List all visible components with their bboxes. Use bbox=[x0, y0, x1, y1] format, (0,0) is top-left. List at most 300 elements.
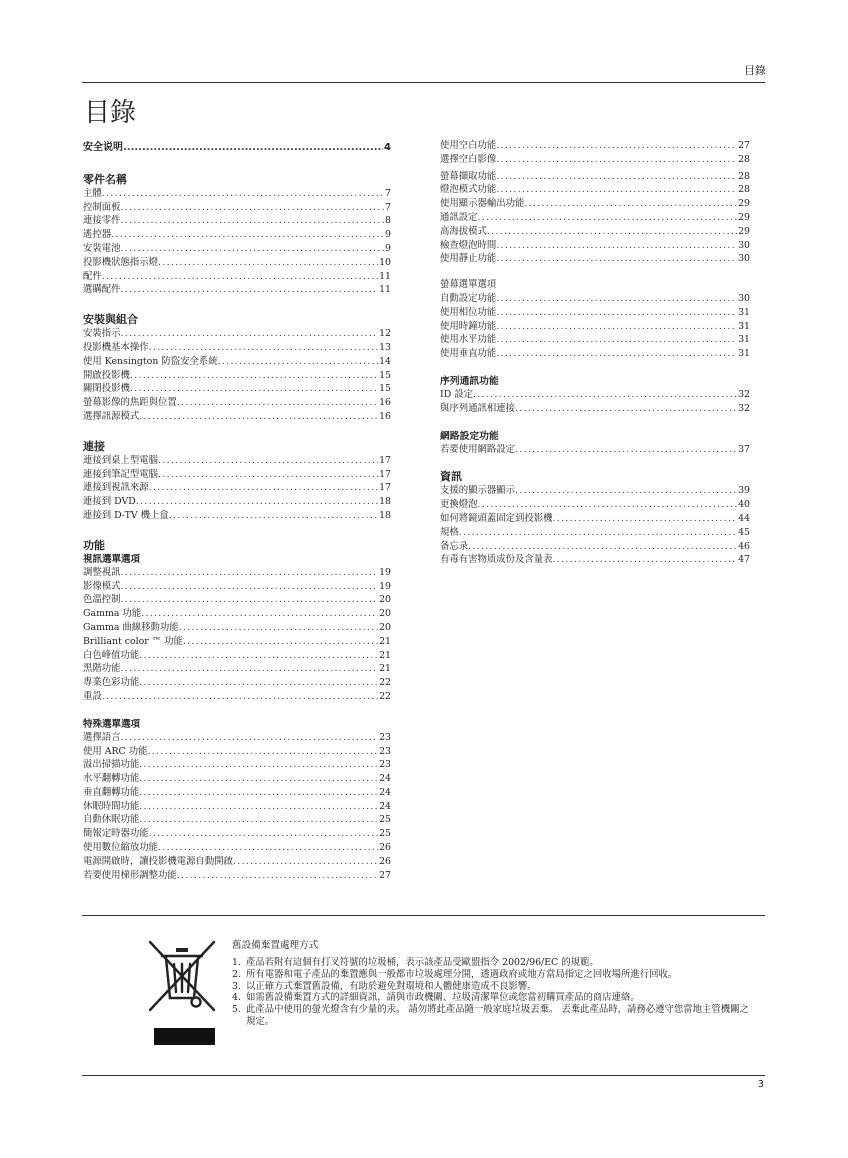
toc-entry[interactable] bbox=[83, 635, 391, 649]
section-title: 功能 bbox=[83, 538, 105, 552]
section-title: 網路設定功能 bbox=[440, 430, 499, 442]
toc-entry-label: 連接到視訊來源 bbox=[83, 482, 149, 494]
weee-item: 5. 此產品中使用的螢光燈含有少量的汞。 請勿將此產品隨一般家庭垃圾丟棄。 丟棄此產品時，請務必遵守您當地主管機關之規定。 bbox=[232, 1004, 749, 1027]
toc-entry-page: 22 bbox=[379, 690, 391, 702]
toc-entry-label: 自動設定功能 bbox=[440, 292, 497, 304]
toc-entry-page: 20 bbox=[379, 621, 391, 633]
dot-leader bbox=[136, 495, 378, 509]
toc-entry[interactable] bbox=[83, 327, 391, 341]
toc-entry-label: 檢查燈泡時間 bbox=[440, 239, 497, 251]
toc-entry-page: 20 bbox=[379, 594, 391, 606]
dot-leader bbox=[102, 690, 378, 704]
toc-entry-list bbox=[83, 454, 391, 523]
toc-entry[interactable] bbox=[440, 320, 750, 334]
dot-leader bbox=[553, 553, 738, 567]
toc-entry-page: 28 bbox=[738, 153, 750, 165]
weee-item: 4. 如需舊設備棄置方式的詳細資訊，請與市政機關、垃圾清潔單位或您當初購買產品的商店連絡。 bbox=[232, 992, 640, 1004]
toc-entry[interactable] bbox=[83, 690, 391, 704]
toc-entry[interactable] bbox=[83, 593, 391, 607]
dot-leader bbox=[130, 382, 378, 396]
weee-item: 1. 產品若附有這個有打叉符號的垃圾桶，表示該產品受歐盟指令 2002/96/EC 的規範。 bbox=[232, 957, 599, 968]
toc-entry-page: 26 bbox=[379, 842, 391, 854]
toc-entry-label: 色溫控制 bbox=[83, 594, 121, 606]
toc-entry[interactable] bbox=[440, 211, 750, 225]
toc-entry-label: 電源開啟時，讓投影機電源自動開啟 bbox=[83, 855, 234, 867]
toc-entry-page: 28 bbox=[738, 170, 750, 182]
toc-entry-label: 使用 ARC 功能 bbox=[83, 745, 148, 757]
toc-entry-label: 控制面板 bbox=[83, 201, 121, 213]
dot-leader bbox=[496, 252, 737, 266]
toc-entry-page: 21 bbox=[379, 663, 391, 675]
dot-leader bbox=[121, 201, 385, 215]
toc-entry-label: 主體 bbox=[83, 187, 102, 199]
toc-entry-page: 23 bbox=[379, 759, 391, 771]
toc-entry[interactable] bbox=[83, 187, 391, 201]
dot-leader bbox=[139, 676, 378, 690]
toc-entry[interactable] bbox=[83, 242, 391, 256]
toc-entry-page: 19 bbox=[379, 580, 391, 592]
dot-leader bbox=[121, 283, 379, 297]
dot-leader bbox=[121, 731, 379, 745]
toc-entry[interactable] bbox=[440, 239, 750, 253]
dot-leader bbox=[496, 153, 737, 167]
toc-entry-page: 28 bbox=[738, 184, 750, 196]
toc-entry[interactable] bbox=[83, 676, 391, 690]
dot-leader bbox=[121, 327, 379, 341]
toc-entry-page: 20 bbox=[379, 608, 391, 620]
toc-entry[interactable] bbox=[83, 869, 391, 883]
toc-entry-page: 17 bbox=[379, 482, 391, 494]
toc-entry[interactable] bbox=[440, 540, 750, 554]
toc-entry-label: 通訊設定 bbox=[440, 211, 478, 223]
toc-entry-label: 開啟投影機 bbox=[83, 369, 130, 381]
toc-entry-page: 46 bbox=[738, 540, 750, 552]
dot-leader bbox=[496, 183, 737, 197]
toc-entry-label: 使用 Kensington 防盜安全系統 bbox=[83, 355, 218, 367]
toc-entry-list bbox=[83, 566, 391, 704]
toc-entry[interactable] bbox=[440, 225, 750, 239]
dot-leader bbox=[139, 786, 378, 800]
toc-entry[interactable] bbox=[440, 498, 750, 512]
dot-leader bbox=[496, 170, 737, 184]
toc-entry-page: 24 bbox=[379, 773, 391, 785]
toc-entry-page: 25 bbox=[379, 814, 391, 826]
toc-entry-page: 27 bbox=[379, 869, 391, 881]
toc-entry[interactable] bbox=[440, 347, 750, 361]
toc-entry[interactable] bbox=[440, 197, 750, 211]
toc-entry[interactable] bbox=[83, 855, 391, 869]
toc-entry-label: 使用靜止功能 bbox=[440, 253, 497, 265]
toc-entry-page: 17 bbox=[379, 468, 391, 480]
toc-entry[interactable] bbox=[83, 201, 391, 215]
toc-entry-page: 30 bbox=[738, 239, 750, 251]
toc-entry[interactable] bbox=[83, 369, 391, 383]
toc-entry-page: 44 bbox=[738, 512, 750, 524]
toc-entry[interactable] bbox=[440, 526, 750, 540]
toc-entry-label: 連接到 D-TV 機上盒 bbox=[83, 509, 169, 521]
toc-entry[interactable] bbox=[83, 341, 391, 355]
subsection-title: 視訊選單選項 bbox=[83, 553, 141, 565]
toc-entry-page: 13 bbox=[379, 341, 391, 353]
toc-entry[interactable] bbox=[83, 228, 391, 242]
toc-entry-page: 12 bbox=[379, 328, 391, 340]
toc-entry-label: 使用相位功能 bbox=[440, 306, 497, 318]
dot-leader bbox=[121, 242, 385, 256]
toc-entry-page: 15 bbox=[379, 369, 391, 381]
section-title: 安裝與組合 bbox=[83, 313, 138, 327]
weee-list bbox=[232, 957, 752, 1028]
weee-item: 3. 以正確方式棄置舊設備，有助於避免對環境和人體健康造成不良影響。 bbox=[232, 980, 537, 992]
dot-leader bbox=[139, 772, 378, 786]
page-number: 3 bbox=[757, 1079, 764, 1090]
toc-entry-page: 15 bbox=[379, 383, 391, 395]
toc-entry-label: 調整視訊 bbox=[83, 566, 121, 578]
toc-entry-label: 垂直翻轉功能 bbox=[83, 786, 140, 798]
toc-entry-list bbox=[440, 443, 750, 457]
toc-entry-label: 白色峰值功能 bbox=[83, 649, 140, 661]
dot-leader bbox=[139, 758, 378, 772]
toc-entry-label: Gamma 曲線移動功能 bbox=[83, 621, 179, 633]
toc-entry-page: 16 bbox=[379, 397, 391, 409]
toc-entry-label: Brilliant color ™ 功能 bbox=[83, 635, 183, 647]
toc-left-column bbox=[83, 141, 391, 882]
toc-entry-label: 影像模式 bbox=[83, 580, 121, 592]
toc-entry-label: 選購配件 bbox=[83, 284, 121, 296]
section-title: 序列通訊功能 bbox=[440, 375, 499, 387]
toc-entry[interactable] bbox=[83, 396, 391, 410]
toc-entry-list bbox=[440, 484, 750, 567]
toc-entry-label: 遙控器 bbox=[83, 229, 112, 241]
toc-entry-list bbox=[440, 292, 750, 361]
toc-entry-page: 29 bbox=[738, 211, 750, 223]
toc-entry-label: 更換燈泡 bbox=[440, 499, 478, 511]
toc-entry-page: 7 bbox=[385, 187, 391, 199]
toc-entry-page: 24 bbox=[379, 786, 391, 798]
toc-entry[interactable] bbox=[440, 512, 750, 526]
toc-entry-label: 選擇訊源模式 bbox=[83, 410, 140, 422]
toc-entry-label: 休眠時間功能 bbox=[83, 800, 140, 812]
toc-entry-label: 若要使用網路設定 bbox=[440, 443, 516, 455]
dot-leader bbox=[177, 396, 378, 410]
toc-entry-label: 使用垂直功能 bbox=[440, 348, 497, 360]
toc-entry-label: 重設 bbox=[83, 690, 102, 702]
toc-entry-page: 11 bbox=[379, 284, 391, 296]
dot-leader bbox=[478, 498, 738, 512]
toc-entry[interactable] bbox=[83, 786, 391, 800]
toc-entry-page: 31 bbox=[738, 348, 750, 360]
toc-entry-label: 使用顯示器輸出功能 bbox=[440, 198, 525, 210]
dot-leader bbox=[496, 239, 737, 253]
dot-leader bbox=[459, 526, 737, 540]
dot-leader bbox=[123, 141, 383, 155]
section-title: 資訊 bbox=[440, 470, 462, 484]
dot-leader bbox=[139, 800, 378, 814]
dot-leader bbox=[496, 139, 737, 153]
dot-leader bbox=[177, 869, 378, 883]
toc-entry-label: 連接到桌上型電腦 bbox=[83, 454, 159, 466]
toc-entry[interactable] bbox=[83, 745, 391, 759]
dot-leader bbox=[473, 388, 737, 402]
toc-entry[interactable] bbox=[83, 841, 391, 855]
dot-leader bbox=[158, 454, 378, 468]
toc-entry-label: 連接到 DVD bbox=[83, 496, 136, 508]
toc-entry-page: 14 bbox=[379, 355, 391, 367]
toc-entry[interactable] bbox=[440, 402, 750, 416]
toc-entry-label: 黑階功能 bbox=[83, 663, 121, 675]
dot-leader bbox=[158, 841, 378, 855]
toc-entry[interactable] bbox=[440, 306, 750, 320]
section-title: 零件名稱 bbox=[83, 172, 127, 186]
toc-entry[interactable] bbox=[83, 580, 391, 594]
dot-leader bbox=[524, 197, 737, 211]
dot-leader bbox=[218, 355, 378, 369]
running-header: 目錄 bbox=[744, 64, 766, 77]
toc-entry-page: 17 bbox=[379, 454, 391, 466]
toc-entry-page: 18 bbox=[379, 509, 391, 521]
toc-entry[interactable] bbox=[83, 731, 391, 745]
subsection-title: 螢幕選單選項 bbox=[440, 279, 497, 291]
toc-entry-label: 專業色彩功能 bbox=[83, 677, 140, 689]
toc-entry-label: 選擇語言 bbox=[83, 731, 121, 743]
toc-entry[interactable] bbox=[83, 283, 391, 297]
toc-entry[interactable] bbox=[83, 800, 391, 814]
toc-entry-page: 26 bbox=[379, 855, 391, 867]
toc-entry[interactable] bbox=[440, 553, 750, 567]
toc-entry[interactable] bbox=[83, 621, 391, 635]
toc-entry-page: 30 bbox=[738, 253, 750, 265]
dot-leader bbox=[149, 341, 378, 355]
toc-entry-label: 燈泡模式功能 bbox=[440, 184, 497, 196]
weee-top-rule bbox=[82, 915, 765, 916]
dot-leader bbox=[149, 481, 378, 495]
toc-entry-page: 27 bbox=[738, 140, 750, 151]
toc-entry-page: 18 bbox=[379, 496, 391, 508]
toc-entry[interactable] bbox=[440, 292, 750, 306]
dot-leader bbox=[169, 509, 378, 523]
dot-leader bbox=[121, 566, 379, 580]
toc-entry-page: 40 bbox=[738, 499, 750, 511]
toc-entry[interactable] bbox=[83, 454, 391, 468]
dot-leader bbox=[496, 306, 737, 320]
dot-leader bbox=[515, 484, 737, 498]
toc-entry-label: 與序列通訊相連接 bbox=[440, 402, 516, 414]
toc-entry[interactable] bbox=[440, 153, 750, 167]
toc-entry-label: 备忘录 bbox=[440, 540, 469, 552]
toc-entry-page: 31 bbox=[738, 306, 750, 318]
dot-leader bbox=[139, 410, 378, 424]
toc-entry-page: 22 bbox=[379, 677, 391, 689]
dot-leader bbox=[139, 813, 378, 827]
toc-entry[interactable] bbox=[83, 566, 391, 580]
dot-leader bbox=[158, 256, 378, 270]
toc-entry-page: 23 bbox=[379, 745, 391, 757]
dot-leader bbox=[130, 369, 378, 383]
toc-entry-page: 4 bbox=[384, 142, 391, 153]
toc-entry-label: 螢幕擷取功能 bbox=[440, 170, 497, 182]
toc-entry-page: 9 bbox=[385, 229, 391, 241]
toc-entry-label: 安裝電池 bbox=[83, 242, 121, 254]
toc-entry[interactable] bbox=[440, 139, 750, 153]
toc-entry[interactable] bbox=[83, 772, 391, 786]
toc-entry[interactable] bbox=[83, 355, 391, 369]
toc-entry-label: 水平翻轉功能 bbox=[83, 773, 140, 785]
toc-entry-page: 31 bbox=[738, 334, 750, 346]
toc-entry[interactable] bbox=[83, 410, 391, 424]
toc-entry-label: 規格 bbox=[440, 526, 459, 538]
dot-leader bbox=[183, 635, 378, 649]
dot-leader bbox=[496, 333, 737, 347]
toc-entry[interactable] bbox=[83, 256, 391, 270]
toc-entry-label: 有毒有害物质成份及含量表 bbox=[440, 554, 553, 566]
toc-entry-label: 溢出掃描功能 bbox=[83, 759, 140, 771]
toc-entry-label: 投影機狀態指示燈 bbox=[83, 256, 159, 268]
footer-rule bbox=[82, 1075, 765, 1076]
toc-entry-label: Gamma 功能 bbox=[83, 608, 142, 620]
toc-entry-list bbox=[83, 731, 391, 883]
toc-entry[interactable] bbox=[83, 827, 391, 841]
section-connect bbox=[83, 440, 391, 523]
toc-entry-page: 8 bbox=[385, 215, 391, 227]
dot-leader bbox=[121, 214, 385, 228]
toc-entry-list bbox=[83, 187, 391, 297]
toc-entry[interactable] bbox=[83, 468, 391, 482]
toc-entry[interactable] bbox=[83, 607, 391, 621]
dot-leader bbox=[102, 270, 378, 284]
dot-leader bbox=[496, 320, 737, 334]
dot-leader bbox=[179, 621, 378, 635]
toc-entry-label: 投影機基本操作 bbox=[83, 341, 149, 353]
toc-entry-page: 37 bbox=[738, 443, 750, 455]
toc-entry-page: 23 bbox=[379, 731, 391, 743]
section-function bbox=[83, 539, 391, 883]
toc-entry-label: 若要使用梯形調整功能 bbox=[83, 869, 177, 881]
toc-entry[interactable] bbox=[83, 813, 391, 827]
toc-entry-label: 配件 bbox=[83, 270, 102, 282]
toc-entry[interactable] bbox=[83, 214, 391, 228]
weee-item: 2. 所有電器和電子產品的棄置應與一般都市垃圾處理分開，透過政府或地方當局指定之回收場所進行回收。 bbox=[232, 968, 678, 980]
section-title: 連接 bbox=[83, 439, 105, 453]
toc-entry-label: 使用時鐘功能 bbox=[440, 320, 497, 332]
dot-leader bbox=[553, 512, 738, 526]
toc-entry-label: 支援的顯示器顯示 bbox=[440, 485, 516, 497]
toc-entry-label: 連接到筆記型電腦 bbox=[83, 468, 159, 480]
toc-entry-page: 19 bbox=[379, 566, 391, 578]
dot-leader bbox=[468, 540, 737, 554]
dot-leader bbox=[111, 228, 384, 242]
toc-entry-list bbox=[440, 388, 750, 416]
toc-entry-page: 30 bbox=[738, 292, 750, 304]
toc-entry[interactable] bbox=[440, 484, 750, 498]
dot-leader bbox=[496, 292, 737, 306]
toc-entry-page: 39 bbox=[738, 485, 750, 497]
toc-entry[interactable] bbox=[83, 495, 391, 509]
toc-entry-page: 16 bbox=[379, 410, 391, 422]
toc-entry-list bbox=[440, 139, 750, 167]
toc-entry-label: 螢幕影像的焦距與位置 bbox=[83, 397, 177, 409]
toc-entry[interactable] bbox=[83, 509, 391, 523]
toc-entry-page: 9 bbox=[385, 242, 391, 254]
toc-entry-page: 29 bbox=[738, 225, 750, 237]
dot-leader bbox=[121, 593, 379, 607]
dot-leader bbox=[121, 580, 379, 594]
toc-entry-label: 使用水平功能 bbox=[440, 334, 497, 346]
toc-entry-page: 7 bbox=[385, 201, 391, 213]
toc-entry[interactable] bbox=[440, 443, 750, 457]
page-title: 目錄 bbox=[84, 98, 137, 128]
dot-leader bbox=[102, 187, 384, 201]
header-rule bbox=[82, 82, 765, 83]
toc-entry-page: 11 bbox=[379, 270, 391, 282]
weee-title: 舊設備棄置處理方式 bbox=[232, 940, 319, 951]
toc-entry-label: ID 設定 bbox=[440, 388, 473, 400]
dot-leader bbox=[121, 662, 379, 676]
toc-entry[interactable] bbox=[83, 662, 391, 676]
dot-leader bbox=[149, 827, 378, 841]
toc-entry-label: 安全说明 bbox=[83, 142, 123, 153]
toc-entry-label: 高海拔模式 bbox=[440, 225, 487, 237]
toc-entry-page: 10 bbox=[379, 256, 391, 268]
dot-leader bbox=[515, 443, 737, 457]
toc-entry[interactable] bbox=[440, 252, 750, 266]
toc-entry-list bbox=[440, 170, 750, 267]
dot-leader bbox=[233, 855, 378, 869]
toc-entry[interactable] bbox=[440, 183, 750, 197]
toc-entry-safety[interactable] bbox=[83, 141, 391, 155]
dot-leader bbox=[158, 468, 378, 482]
dot-leader bbox=[139, 649, 378, 663]
toc-entry-label: 關閉投影機 bbox=[83, 383, 130, 395]
toc-entry-label: 選擇空白影像 bbox=[440, 153, 497, 165]
toc-entry[interactable] bbox=[440, 333, 750, 347]
toc-entry-page: 21 bbox=[379, 649, 391, 661]
toc-entry-label: 使用空白功能 bbox=[440, 140, 497, 151]
section-parts bbox=[83, 173, 391, 297]
dot-leader bbox=[515, 402, 737, 416]
toc-entry[interactable] bbox=[440, 388, 750, 402]
weee-crossed-bin-icon bbox=[148, 938, 218, 1050]
toc-entry-page: 21 bbox=[379, 635, 391, 647]
toc-entry-list bbox=[83, 327, 391, 424]
toc-entry-page: 31 bbox=[738, 320, 750, 332]
toc-entry[interactable] bbox=[83, 758, 391, 772]
toc-entry-label: 安裝指示 bbox=[83, 328, 121, 340]
toc-entry[interactable] bbox=[83, 481, 391, 495]
toc-entry[interactable] bbox=[83, 649, 391, 663]
toc-entry-label: 簡報定時器功能 bbox=[83, 828, 149, 840]
toc-right-column bbox=[440, 139, 750, 567]
subsection-title: 特殊選單選項 bbox=[83, 718, 141, 730]
toc-entry-page: 29 bbox=[738, 198, 750, 210]
toc-entry-label: 使用數位縮放功能 bbox=[83, 842, 159, 854]
toc-entry-page: 24 bbox=[379, 800, 391, 812]
dot-leader bbox=[141, 607, 378, 621]
toc-entry-page: 47 bbox=[738, 554, 750, 566]
dot-leader bbox=[147, 745, 378, 759]
toc-entry[interactable] bbox=[83, 270, 391, 284]
toc-entry[interactable] bbox=[440, 170, 750, 184]
toc-entry-page: 25 bbox=[379, 828, 391, 840]
dot-leader bbox=[487, 225, 737, 239]
toc-entry-page: 45 bbox=[738, 526, 750, 538]
toc-entry-label: 如何將鏡頭蓋固定到投影機 bbox=[440, 512, 553, 524]
toc-entry-label: 連接零件 bbox=[83, 215, 121, 227]
toc-entry-page: 32 bbox=[738, 402, 750, 414]
toc-entry[interactable] bbox=[83, 382, 391, 396]
dot-leader bbox=[478, 211, 738, 225]
dot-leader bbox=[496, 347, 737, 361]
toc-entry-page: 32 bbox=[738, 388, 750, 400]
section-install bbox=[83, 313, 391, 424]
